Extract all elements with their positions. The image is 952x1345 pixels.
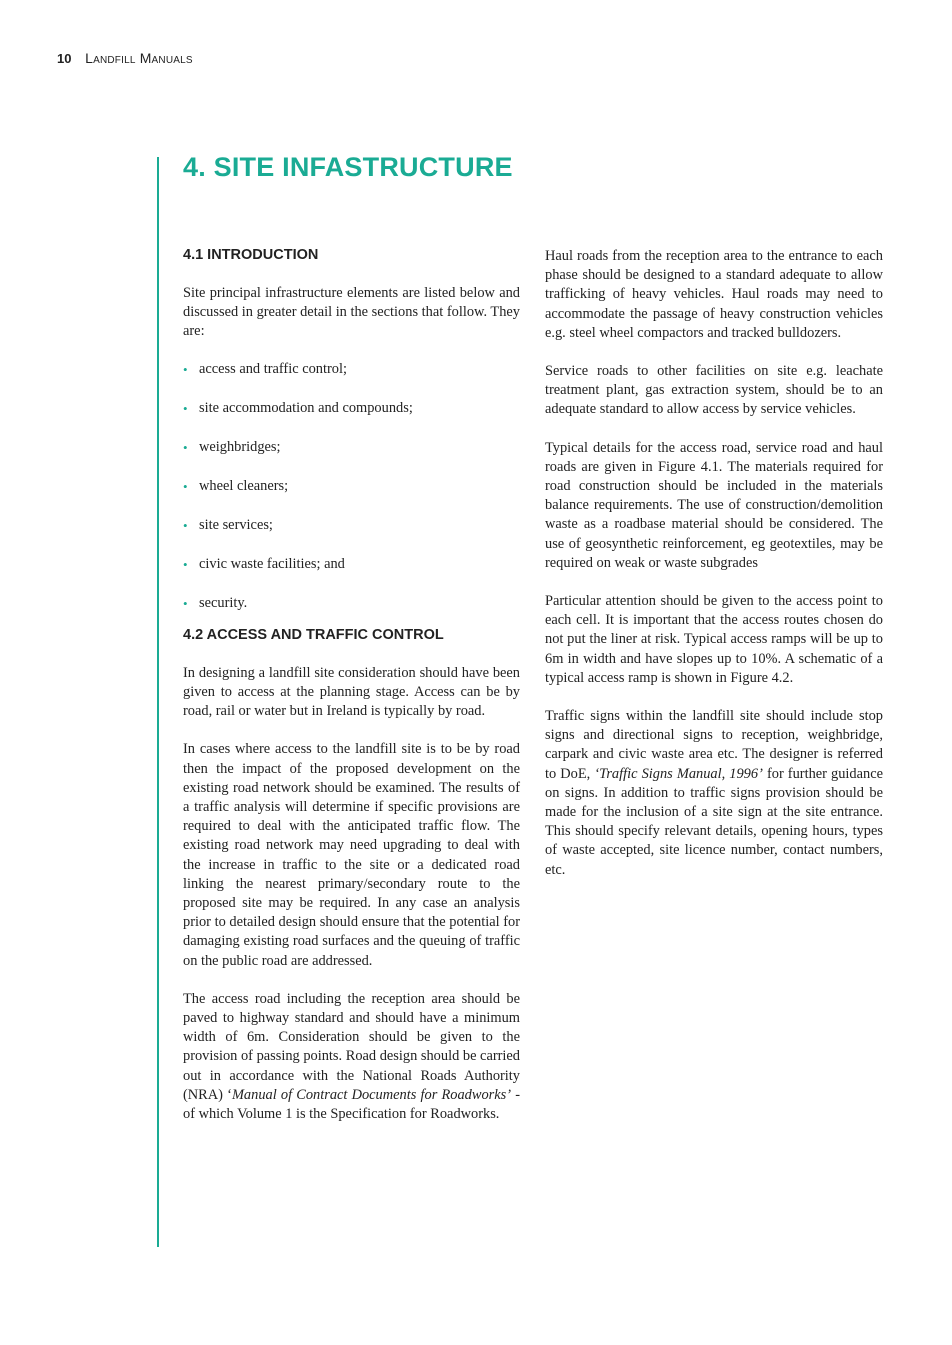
list-item: • site services; (183, 516, 520, 535)
list-item: • weighbridges; (183, 438, 520, 457)
intro-paragraph: Site principal infrastructure elements are listed below and discussed in greater detail in the sections that follow. They are: (183, 285, 520, 340)
paragraph: Haul roads from the reception area to the entrance to each phase should be designed to a standard adequate to allow trafficking of heavy vehicles. Haul roads may need to accommodate the passage of heavy construction vehicles e.g. steel wheel compactors and tracked bulldozers. (545, 248, 883, 341)
paragraph: The access road including the reception area should be paved to highway standard and should have a minimum width of 6m. Consideration should be given to the provision of passing points. Road design should be carried out in accordance with the National Roads Authority (NRA) ‘Manual of Contract Documents for Roadworks’ - of which Volume 1 is the Specification for Roadworks. (183, 990, 520, 1123)
left-column (183, 246, 520, 1143)
citation-nra: Manual of Contract Documents for Roadworks’ (231, 1086, 512, 1103)
citation-doe: ‘Traffic Signs Manual, 1996’ (594, 765, 763, 782)
paragraph: Traffic signs within the landfill site should include stop signs and directional signs to reception, weighbridge, carpark and civic waste area etc. The designer is referred to DoE, ‘Traffic Signs Manual, 1996’ for further guidance on signs. In addition to traffic signs provision should be made for the inclusion of a site sign at the site entrance. This should specify relevant details, opening hours, types of waste accepted, site licence number, contact numbers, etc. (545, 708, 883, 878)
list-item: • site accommodation and compounds; (183, 399, 520, 418)
bullet-icon: • (183, 361, 188, 377)
paragraph: Typical details for the access road, service road and haul roads are given in Figure 4.1. The materials required for road construction should be included in the materials balance requirements. The use of construction/demolition waste as a roadbase material should be considered. The use of geosynthetic reinforcement, eg geotextiles, may be required on weak or waste subgrades (545, 439, 883, 571)
infrastructure-list (183, 360, 520, 613)
paragraph: In designing a landfill site consideration should have been given to access at the planning stage. Access can be by road, rail or water but in Ireland is typically by road. (183, 664, 520, 720)
list-item: • wheel cleaners; (183, 477, 520, 496)
bullet-icon: • (183, 595, 188, 611)
chapter-title: 4. SITE INFASTRUCTURE (183, 152, 513, 182)
list-item: • security. (183, 594, 520, 613)
section-heading-introduction: 4.1 INTRODUCTION (183, 247, 319, 263)
margin-rule (157, 157, 159, 1247)
running-title: Landfill Manuals (85, 50, 193, 66)
list-item: • access and traffic control; (183, 360, 520, 379)
bullet-icon: • (183, 556, 188, 572)
bullet-icon: • (183, 478, 188, 494)
running-header (57, 50, 193, 66)
bullet-icon: • (183, 400, 188, 416)
paragraph: Particular attention should be given to the access point to each cell. It is important that the access routes chosen do not put the liner at risk. Typical access ramps will be up to 6m in width and have slopes up to 10%. A schematic of a typical access ramp is shown in Figure 4.2. (545, 593, 883, 686)
bullet-icon: • (183, 439, 188, 455)
paragraph: In cases where access to the landfill site is to be by road then the impact of the proposed development on the existing road network should be examined. The results of a traffic analysis will determine if specific provisions are required to deal with the anticipated traffic flow. The existing road network may need upgrading to deal with the increase in traffic to the site or a dedicated road linking the nearest primary/secondary route to the proposed site may be required. In any case an analysis prior to detailed design should ensure that the potential for damaging existing road surfaces and the queuing of traffic on the public road are addressed. (183, 741, 520, 969)
section-heading-access: 4.2 ACCESS AND TRAFFIC CONTROL (183, 626, 444, 643)
list-item: • civic waste facilities; and (183, 555, 520, 574)
paragraph: Service roads to other facilities on site e.g. leachate treatment plant, gas extraction system, should be to an adequate standard to allow access by service vehicles. (545, 363, 883, 418)
bullet-icon: • (183, 517, 188, 533)
page-number: 10 (57, 51, 72, 66)
right-column (545, 247, 883, 899)
